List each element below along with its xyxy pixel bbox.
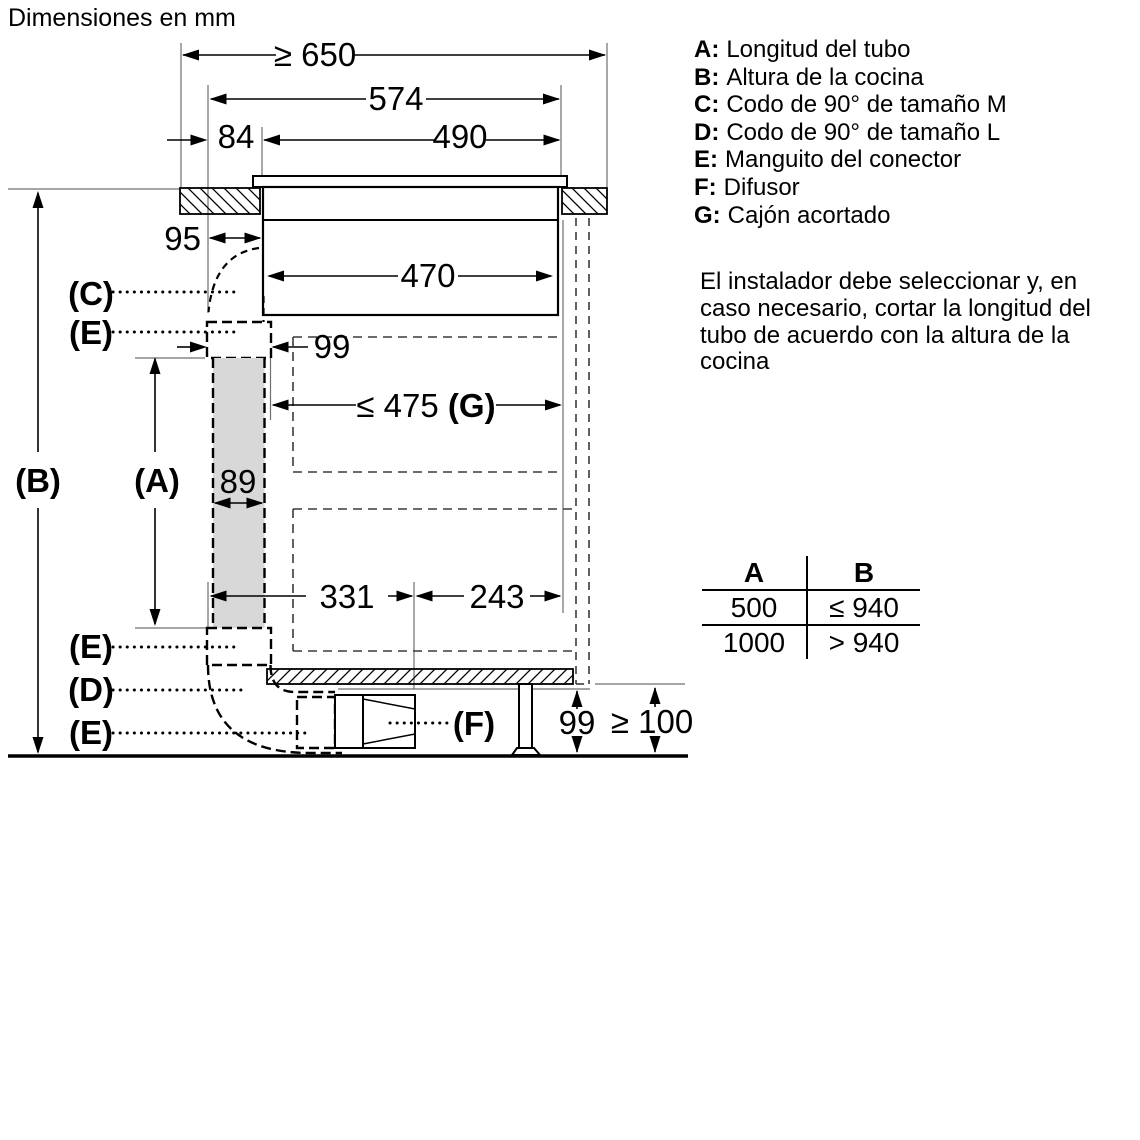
legend-key-f: F: — [694, 173, 717, 201]
dim-99-bottom-label: 99 — [558, 704, 596, 741]
dim-89-label: 89 — [219, 463, 257, 500]
dim-100-label: ≥ 100 — [610, 703, 694, 740]
ab-table — [702, 556, 920, 659]
legend-key-a: A: — [694, 36, 720, 63]
legend-key-c: C: — [694, 91, 720, 119]
dim-99-top-label: 99 — [313, 328, 351, 365]
countertop-right — [562, 188, 607, 214]
legend-text-d: Codo de 90° de tamaño L — [726, 118, 1001, 146]
legend-text-a: Longitud del tubo — [726, 36, 911, 63]
legend-text-e: Manguito del conector — [725, 146, 962, 174]
label-e-bottom: (E) — [69, 714, 113, 751]
legend-key-b: B: — [694, 63, 720, 91]
elbow-c — [209, 248, 264, 322]
cabinet-leg — [512, 684, 540, 755]
countertop-left — [180, 188, 260, 214]
dim-490-label: 490 — [432, 118, 488, 155]
label-e-mid: (E) — [69, 628, 113, 665]
label-f: (F) — [452, 705, 496, 742]
label-e-top: (E) — [69, 314, 113, 351]
dim-84-label: 84 — [217, 118, 255, 155]
legend-item-b — [694, 64, 1140, 92]
label-d: (D) — [68, 671, 114, 708]
dim-243-label: 243 — [469, 578, 525, 615]
legend-key-e: E: — [694, 146, 718, 174]
hood-body — [263, 187, 558, 315]
dim-574-label: 574 — [368, 80, 424, 117]
legend-item-f — [694, 174, 1140, 202]
cabinet-bottom-panel — [267, 669, 573, 684]
dim-331-label: 331 — [319, 578, 375, 615]
diffuser — [335, 695, 415, 748]
table-header-b: B — [808, 556, 920, 591]
label-a: (A) — [134, 462, 180, 499]
dim-475-label: ≤ 475 (G) — [356, 387, 496, 424]
connector-sleeve-bottom — [207, 628, 271, 665]
legend-text-c: Codo de 90° de tamaño M — [726, 91, 1007, 119]
legend — [694, 36, 1140, 229]
legend-item-a — [694, 36, 1140, 64]
legend-item-c — [694, 91, 1140, 119]
connector-sleeve-top — [207, 322, 271, 358]
dim-650-label: ≥ 650 — [273, 36, 357, 73]
table-header-a: A — [702, 556, 808, 591]
legend-item-e — [694, 146, 1140, 174]
table-cell-b2: > 940 — [828, 626, 900, 658]
legend-text-b: Altura de la cocina — [726, 63, 924, 91]
legend-item-d — [694, 119, 1140, 147]
cooktop-panel — [253, 176, 567, 187]
table-cell-a1: 500 — [702, 591, 808, 626]
legend-text-g: Cajón acortado — [727, 201, 891, 229]
legend-key-g: G: — [694, 201, 721, 229]
label-b: (B) — [15, 462, 61, 499]
installer-note: El instalador debe seleccionar y, en caso necesario, cortar la longitud del tubo de acuerdo con la altura de la cocina — [700, 268, 1091, 376]
label-c: (C) — [68, 275, 114, 312]
table-cell-a2: 1000 — [702, 626, 808, 659]
dim-470-label: 470 — [400, 257, 456, 294]
rear-duct-channel — [576, 218, 589, 684]
dim-95-label: 95 — [164, 220, 201, 257]
legend-item-g — [694, 202, 1140, 230]
page-title: Dimensiones en mm — [8, 4, 236, 32]
table-cell-b1: ≤ 940 — [808, 591, 920, 626]
legend-text-f: Difusor — [723, 173, 800, 201]
legend-key-d: D: — [694, 118, 720, 146]
installation-diagram — [0, 0, 700, 780]
